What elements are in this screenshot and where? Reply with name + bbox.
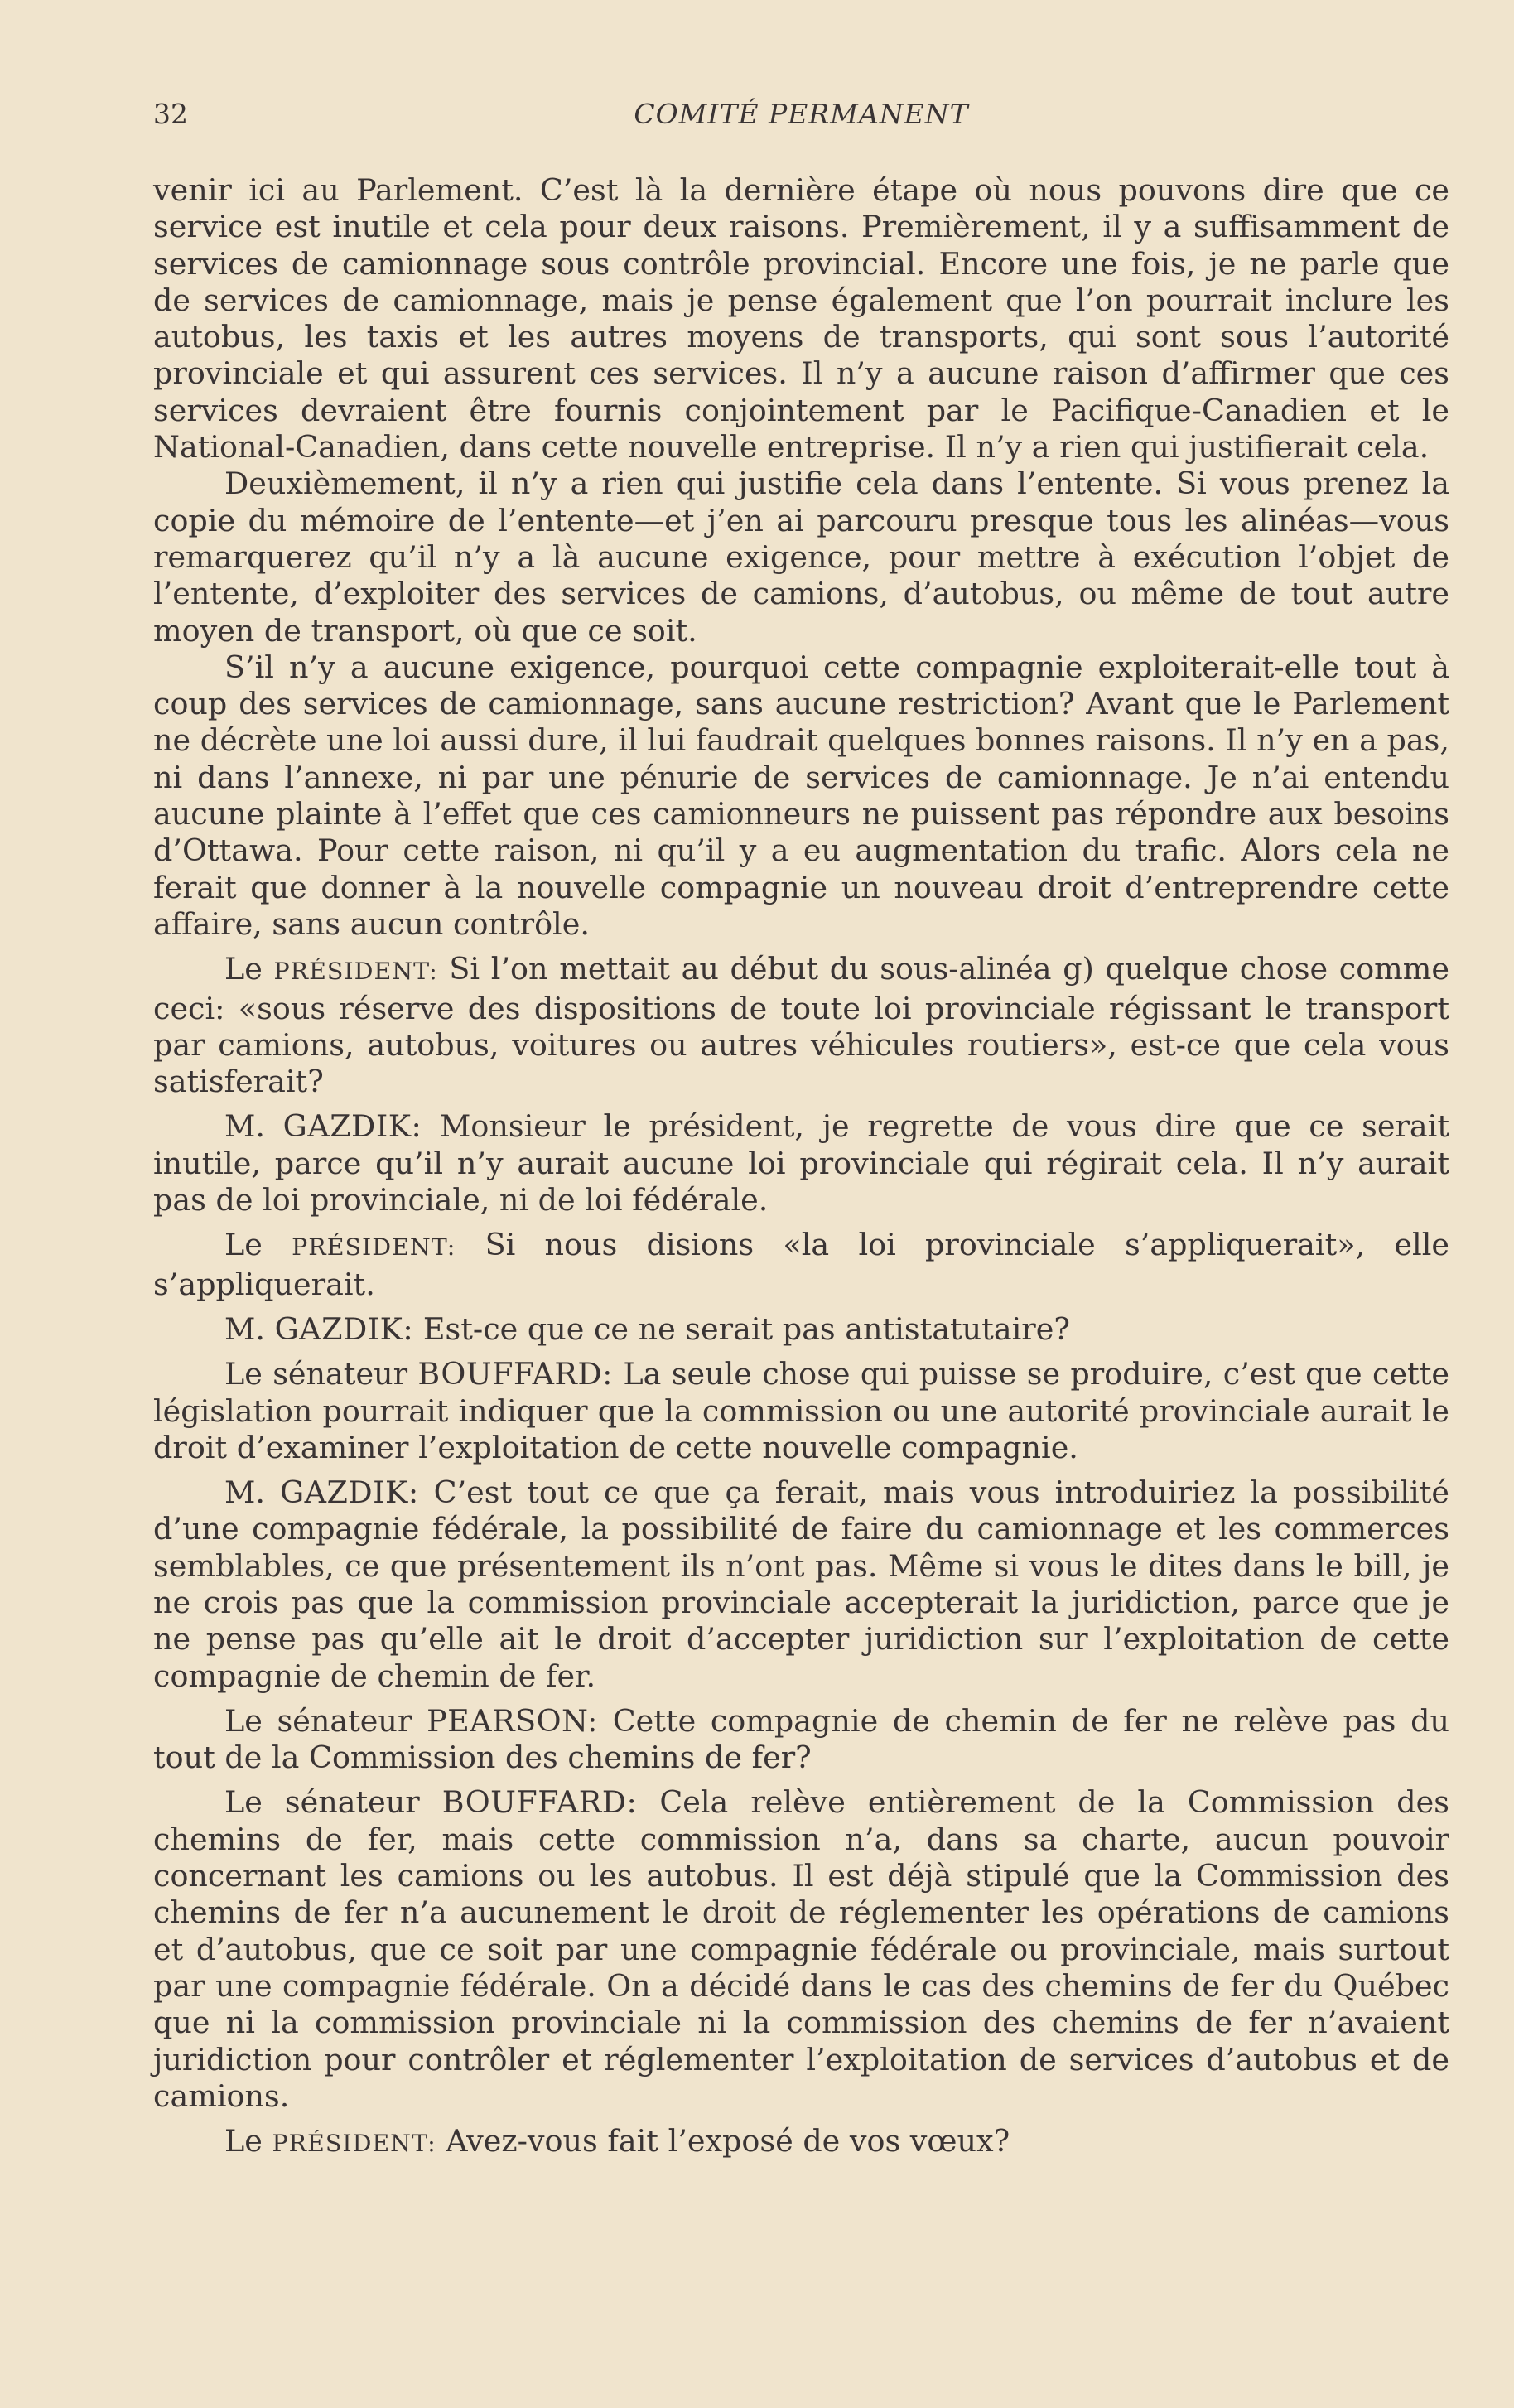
paragraph-text: venir ici au Parlement. C’est là la dernière étape où nous pouvons dire que ce service est inutile et cela pour deux raisons. Premièrement, il y a suffisamment de services de camionnage sous contrôle provincial. Encore une fois, je ne parle que de services de camionnage, mais je pense également que l’on pourrait inclure les autobus, les taxis et les autres moyens de transports, qui sont sous l’autorité provinciale et qui assurent ces services. Il n’y a aucune raison d’affirmer que ces services devraient être fournis conjointement par le Pacifique-Canadien et le National-Canadien, dans cette nouvelle entreprise. Il n’y a rien qui justifierait cela.: [153, 172, 1449, 466]
speech-paragraph: [153, 1474, 1449, 1695]
speech-paragraph: [153, 951, 1449, 1100]
paragraph: [153, 172, 1449, 466]
speech-text: C’est tout ce que ça ferait, mais vous introduiriez la possibilité d’une compagnie fédérale, la possibilité de faire du camionnage et les commerces semblables, ce que présentement ils n’ont pas. Même si vous le dites dans le bill, je ne crois pas que la commission provinciale accepterait la juridiction, parce que je ne pense pas qu’elle ait le droit d’accepter juridiction sur l’exploitation de cette compagnie de chemin de fer.: [153, 1474, 1450, 1694]
speech-paragraph: [153, 1108, 1449, 1218]
paragraph-text: S’il n’y a aucune exigence, pourquoi cette compagnie exploiterait-elle tout à coup des services de camionnage, sans aucune restriction? Avant que le Parlement ne décrète une loi aussi dure, il lui faudrait quelques bonnes raisons. Il n’y en a pas, ni dans l’annexe, ni par une pénurie de services de camionnage. Je n’ai entendu aucune plainte à l’effet que ces camionneurs ne puissent pas répondre aux besoins d’Ottawa. Pour cette raison, ni qu’il y a eu augmentation du trafic. Alors cela ne ferait que donner à la nouvelle compagnie un nouveau droit d’entreprendre cette affaire, sans aucun contrôle.: [153, 649, 1449, 942]
paragraph: [153, 466, 1449, 649]
page-header: [153, 98, 1449, 139]
speech-paragraph: [153, 1703, 1449, 1777]
running-title: COMITÉ PERMANENT: [634, 98, 969, 130]
speech-text: Si nous disions «la loi provinciale s’appliquerait», elle s’appliquerait.: [153, 1227, 1449, 1302]
speaker-name: PEARSON:: [427, 1702, 598, 1739]
page-number: 32: [153, 98, 188, 130]
speaker-prefix: Le sénateur: [224, 1702, 412, 1739]
speech-paragraph: [153, 1227, 1449, 1303]
speaker-prefix: Le: [224, 951, 263, 987]
speech-paragraph: [153, 1784, 1449, 2115]
speech-text: Cela relève entièrement de la Commission des chemins de fer, mais cette commission n’a, dans sa charte, aucun pouvoir concernant les camions ou les autobus. Il est déjà stipulé que la Commission des chemins de fer n’a aucunement le droit de réglementer les opérations de camions et d’autobus, que ce soit par une compagnie fédérale ou provinciale, mais surtout par une compagnie fédérale. On a décidé dans le cas des chemins de fer du Québec que ni la commission provinciale ni la commission des chemins de fer n’avaient juridiction pour contrôler et réglementer l’exploitation de services d’autobus et de camions.: [153, 1784, 1450, 2114]
paragraph-text: Deuxièmement, il n’y a rien qui justifie cela dans l’entente. Si vous prenez la copie du mémoire de l’entente—et j’en ai parcouru presque tous les alinéas—vous remarquerez qu’il n’y a là aucune exigence, pour mettre à exécution l’objet de l’entente, d’exploiter des services de camions, d’autobus, ou même de tout autre moyen de transport, où que ce soit.: [153, 466, 1449, 649]
speaker-prefix: M.: [224, 1108, 265, 1145]
speaker-name: PRÉSIDENT:: [292, 1233, 456, 1262]
body-text: [153, 172, 1449, 2162]
speech-paragraph: [153, 1311, 1449, 1348]
speaker-name: PRÉSIDENT:: [273, 958, 438, 986]
speaker-prefix: Le sénateur: [224, 1356, 408, 1392]
speaker-prefix: M.: [224, 1474, 265, 1511]
speaker-prefix: Le: [224, 1227, 263, 1263]
speech-paragraph: [153, 1356, 1449, 1466]
speaker-name: GAZDIK:: [280, 1474, 419, 1511]
speech-text: Monsieur le président, je regrette de vous dire que ce serait inutile, parce qu’il n’y aurait aucune loi provinciale qui régirait cela. Il n’y aurait pas de loi provinciale, ni de loi fédérale.: [153, 1108, 1450, 1218]
paragraph: [153, 649, 1449, 943]
speaker-prefix: M.: [224, 1310, 265, 1347]
speaker-prefix: Le: [224, 2123, 263, 2159]
speaker-prefix: Le sénateur: [224, 1784, 420, 1821]
speech-paragraph: [153, 2123, 1449, 2162]
speaker-name: PRÉSIDENT:: [272, 2130, 436, 2158]
speaker-name: GAZDIK:: [274, 1310, 414, 1347]
speaker-name: BOUFFARD:: [441, 1784, 638, 1821]
speech-text: Est-ce que ce ne serait pas antistatutaire?: [422, 1310, 1070, 1347]
speech-text: Si l’on mettait au début du sous-alinéa g) quelque chose comme ceci: «sous réserve des dispositions de toute loi provinciale régissant le transport par camions, autobus, voitures ou autres véhicules routiers», est-ce que cela vous satisferait?: [153, 951, 1449, 1100]
speech-text: La seule chose qui puisse se produire, c’est que cette législation pourrait indiquer que la commission ou une autorité provinciale aurait le droit d’examiner l’exploitation de cette nouvelle compagnie.: [153, 1356, 1449, 1465]
speaker-name: GAZDIK:: [282, 1108, 422, 1145]
speaker-name: BOUFFARD:: [417, 1356, 613, 1392]
speech-text: Avez-vous fait l’exposé de vos vœux?: [446, 2123, 1010, 2159]
speech-text: Cette compagnie de chemin de fer ne relève pas du tout de la Commission des chemins de fer?: [153, 1702, 1449, 1776]
